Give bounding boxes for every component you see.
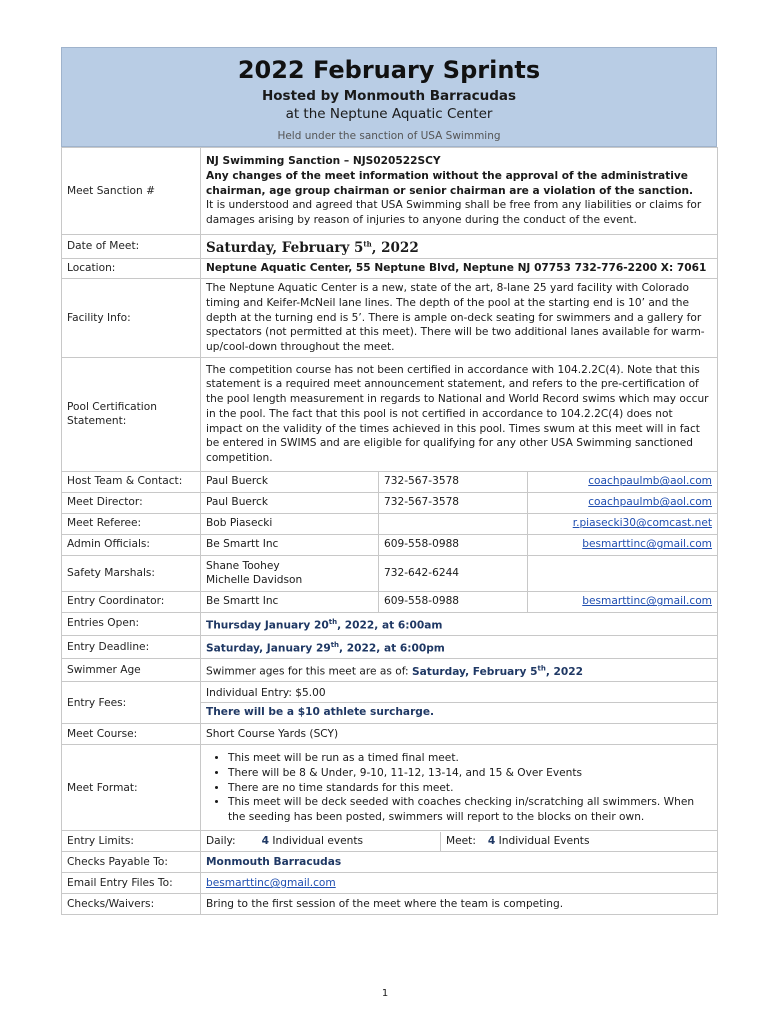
sanction-liability: It is understood and agreed that USA Swimming shall be free from any liabilities or claims for damages arising by reason of injuries to anyone during the conduct of the event. — [206, 199, 702, 227]
row-meet-sanction — [62, 148, 718, 235]
referee-phone — [379, 513, 528, 534]
row-safety-marshals — [62, 555, 718, 591]
label-checks-payable: Checks Payable To: — [62, 852, 201, 873]
label-pool-cert: Pool Certification Statement: — [62, 357, 201, 471]
meet-info-document — [61, 47, 717, 915]
marshal-email — [528, 555, 718, 591]
label-entry-fees: Entry Fees: — [62, 682, 201, 724]
venue-line: at the Neptune Aquatic Center — [285, 106, 493, 122]
label-location: Location: — [62, 259, 201, 279]
referee-name: Bob Piasecki — [201, 513, 379, 534]
row-facility — [62, 279, 718, 358]
coordinator-name: Be Smartt Inc — [201, 591, 379, 612]
label-meet-sanction: Meet Sanction # — [62, 148, 201, 235]
referee-email-link[interactable]: r.piasecki30@comcast.net — [572, 517, 712, 530]
label-entry-limits: Entry Limits: — [62, 831, 201, 852]
row-admin-officials — [62, 534, 718, 555]
row-meet-format — [62, 745, 718, 831]
header-banner — [61, 47, 717, 147]
row-entries-open — [62, 612, 718, 635]
meet-format-list — [206, 751, 712, 825]
row-date — [62, 235, 718, 259]
label-date: Date of Meet: — [62, 235, 201, 259]
host-line: Hosted by Monmouth Barracudas — [261, 88, 517, 104]
meet-course-value: Short Course Yards (SCY) — [201, 724, 718, 745]
label-safety-marshals: Safety Marshals: — [62, 555, 201, 591]
entry-deadline-value: Saturday, January 29th, 2022, at 6:00pm — [201, 635, 718, 658]
marshal-name-1: Shane Toohey — [206, 559, 280, 572]
label-meet-course: Meet Course: — [62, 724, 201, 745]
admin-email-link[interactable]: besmarttinc@gmail.com — [582, 538, 712, 551]
individual-fee: Individual Entry: $5.00 — [201, 684, 717, 704]
label-email-entry: Email Entry Files To: — [62, 873, 201, 894]
marshal-name-2: Michelle Davidson — [206, 574, 303, 587]
waivers-value: Bring to the first session of the meet where the team is competing. — [201, 894, 718, 915]
label-waivers: Checks/Waivers: — [62, 894, 201, 915]
swimmer-age-value: Swimmer ages for this meet are as of: Saturday, February 5th, 2022 — [201, 659, 718, 682]
row-email-entry — [62, 873, 718, 894]
row-pool-cert — [62, 357, 718, 471]
sanction-changes: Any changes of the meet information without the approval of the administrative chairman, age group chairman or senior chairman are a violation of the sanction. — [206, 169, 694, 197]
page-number: 1 — [381, 988, 389, 999]
label-admin-officials: Admin Officials: — [62, 534, 201, 555]
list-item: • There will be 8 & Under, 9-10, 11-12, 13-14, and 15 & Over Events — [228, 766, 712, 781]
row-location — [62, 259, 718, 279]
row-meet-director — [62, 492, 718, 513]
row-checks-payable — [62, 852, 718, 873]
row-meet-course — [62, 724, 718, 745]
admin-name: Be Smartt Inc — [201, 534, 379, 555]
email-entry-link[interactable]: besmarttinc@gmail.com — [206, 877, 336, 890]
entry-limits-value — [201, 831, 718, 852]
sanction-line: Held under the sanction of USA Swimming — [277, 130, 501, 142]
label-meet-referee: Meet Referee: — [62, 513, 201, 534]
host-email-link[interactable]: coachpaulmb@aol.com — [588, 475, 712, 488]
label-swimmer-age: Swimmer Age — [62, 659, 201, 682]
row-host-team — [62, 471, 718, 492]
list-item: • This meet will be deck seeded with coaches checking in/scratching all swimmers. When the seeding has been posted, swimmers will report to the blocks on their own. — [228, 795, 712, 824]
meet-limit: Meet: 4 Individual Events — [446, 835, 590, 848]
label-meet-format: Meet Format: — [62, 745, 201, 831]
meet-sanction-value — [201, 148, 718, 235]
list-item: • There are no time standards for this meet. — [228, 781, 712, 796]
host-phone: 732-567-3578 — [379, 471, 528, 492]
director-phone: 732-567-3578 — [379, 492, 528, 513]
facility-value: The Neptune Aquatic Center is a new, state of the art, 8-lane 25 yard facility with Colorado timing and Keifer-McNeil lane lines. The depth of the pool at the starting end is 10’ and the depth at the turning end is 5’. There is ample on-deck seating for swimmers and a gallery for spectators (not permitted at this meet). There will be two additional lanes available for warm-up/cool-down throughout the meet. — [201, 279, 718, 358]
list-item: • This meet will be run as a timed final meet. — [228, 751, 712, 766]
daily-limit: Daily: 4 Individual events — [201, 832, 441, 851]
meet-format-value — [201, 745, 718, 831]
meet-info-table — [61, 147, 718, 915]
row-entry-limits — [62, 831, 718, 852]
marshal-names — [201, 555, 379, 591]
sanction-number: NJ Swimming Sanction – NJS020522SCY — [206, 155, 441, 168]
pool-cert-value: The competition course has not been certified in accordance with 104.2.2C(4). Note that this statement is a required meet announcement statement, and refers to the pre-certification of the pool length measurement in regards to National and World Record swims which may occur in the pool. The fact that this pool is not certified in accordance to 104.2.2C(4) does not impact on the validity of the times achieved in this pool. Times swum at this meet will in fact be entered in SWIMS and are eligible for qualifying for any other USA Swimming sanctioned competition. — [201, 357, 718, 471]
row-entry-fees — [62, 682, 718, 724]
entries-open-value: Thursday January 20th, 2022, at 6:00am — [201, 612, 718, 635]
row-entry-coordinator — [62, 591, 718, 612]
athlete-surcharge: There will be a $10 athlete surcharge. — [206, 706, 435, 719]
host-name: Paul Buerck — [201, 471, 379, 492]
label-meet-director: Meet Director: — [62, 492, 201, 513]
row-swimmer-age — [62, 659, 718, 682]
coordinator-email-link[interactable]: besmarttinc@gmail.com — [582, 595, 712, 608]
row-meet-referee — [62, 513, 718, 534]
label-entries-open: Entries Open: — [62, 612, 201, 635]
date-value: Saturday, February 5th, 2022 — [201, 235, 718, 259]
page-title: 2022 February Sprints — [237, 56, 541, 84]
row-entry-deadline — [62, 635, 718, 658]
label-host-team: Host Team & Contact: — [62, 471, 201, 492]
coordinator-phone: 609-558-0988 — [379, 591, 528, 612]
label-entry-deadline: Entry Deadline: — [62, 635, 201, 658]
marshal-phone: 732-642-6244 — [379, 555, 528, 591]
row-waivers — [62, 894, 718, 915]
director-email-link[interactable]: coachpaulmb@aol.com — [588, 496, 712, 509]
entry-fees-value — [201, 682, 718, 724]
location-value: Neptune Aquatic Center, 55 Neptune Blvd, Neptune NJ 07753 732-776-2200 X: 7061 — [201, 259, 718, 279]
label-entry-coordinator: Entry Coordinator: — [62, 591, 201, 612]
checks-payable-value: Monmouth Barracudas — [201, 852, 718, 873]
label-facility: Facility Info: — [62, 279, 201, 358]
director-name: Paul Buerck — [201, 492, 379, 513]
admin-phone: 609-558-0988 — [379, 534, 528, 555]
